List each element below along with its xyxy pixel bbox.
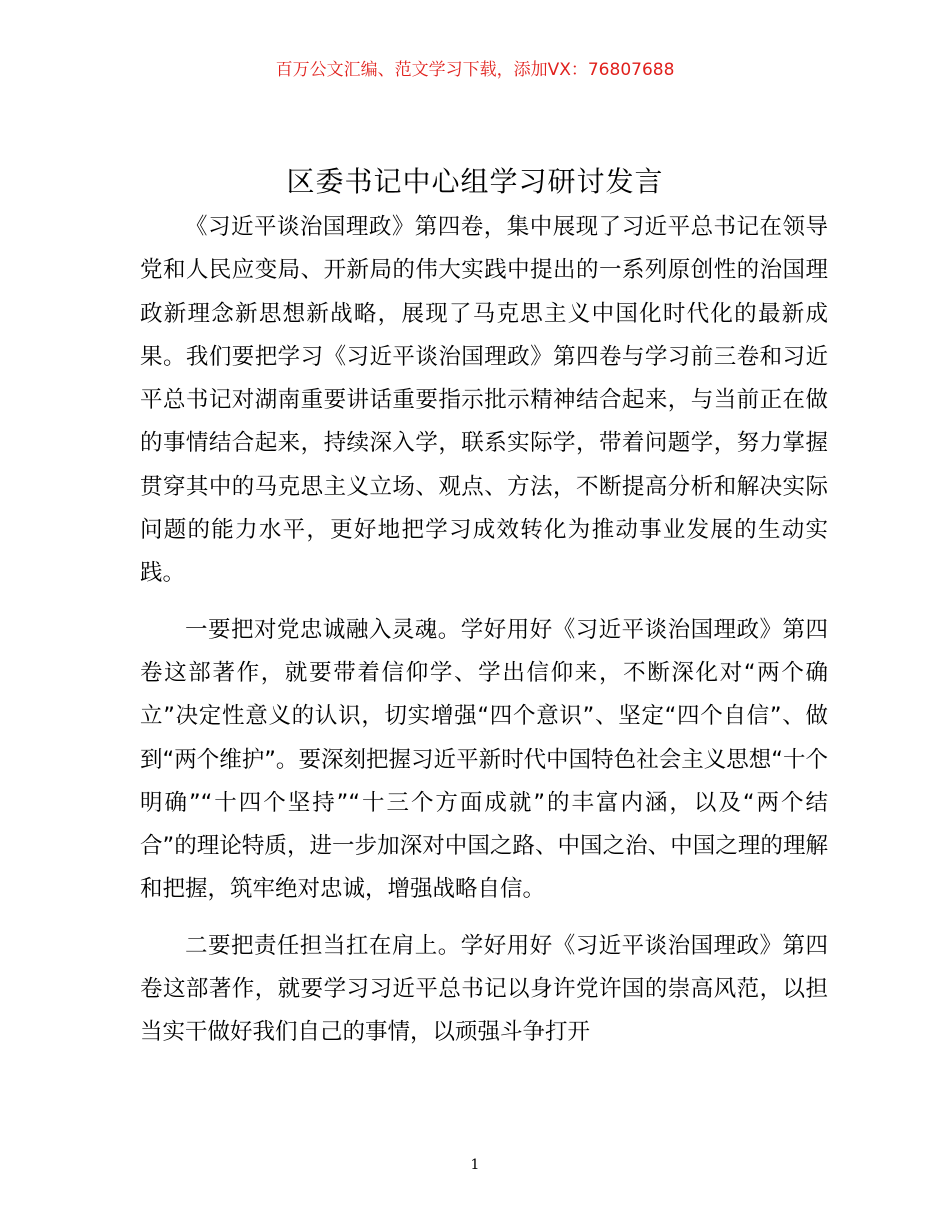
paragraph-responsibility: 二要把责任担当扛在肩上。学好用好《习近平谈治国理政》第四卷这部著作，就要学习习近平总书记以身许党许国的崇高风范，以担当实干做好我们自己的事情，以顽强斗争打开 xyxy=(140,932,828,1046)
paragraph-loyalty: 一要把对党忠诚融入灵魂。学好用好《习近平谈治国理政》第四卷这部著作，就要带着信仰学、学出信仰来，不断深化对“两个确立”决定性意义的认识，切实增强“四个意识”、坚定“四个自信”、做到“两个维护”。要深刻把握习近平新时代中国特色社会主义思想“十个明确”“十四个坚持”“十三个方面成就”的丰富内涵，以及“两个结合”的理论特质，进一步加深对中国之路、中国之治、中国之理的理解和把握，筑牢绝对忠诚，增强战略自信。 xyxy=(140,616,828,903)
page-title: 区委书记中心组学习研讨发言 xyxy=(286,165,664,198)
paragraph-intro: 《习近平谈治国理政》第四卷，集中展现了习近平总书记在领导党和人民应变局、开新局的伟大实践中提出的一系列原创性的治国理政新理念新思想新战略，展现了马克思主义中国化时代化的最新成果。我们要把学习《习近平谈治国理政》第四卷与学习前三卷和习近平总书记对湖南重要讲话重要指示批示精神结合起来，与当前正在做的事情结合起来，持续深入学，联系实际学，带着问题学，努力掌握贯穿其中的马克思主义立场、观点、方法，不断提高分析和解决实际问题的能力水平，更好地把学习成效转化为推动事业发展的生动实践。 xyxy=(140,214,828,587)
document-body xyxy=(140,206,828,1055)
header-promo-note: 百万公文汇编、范文学习下载，添加VX：76807688 xyxy=(275,60,675,80)
page-number: 1 xyxy=(470,1157,480,1173)
